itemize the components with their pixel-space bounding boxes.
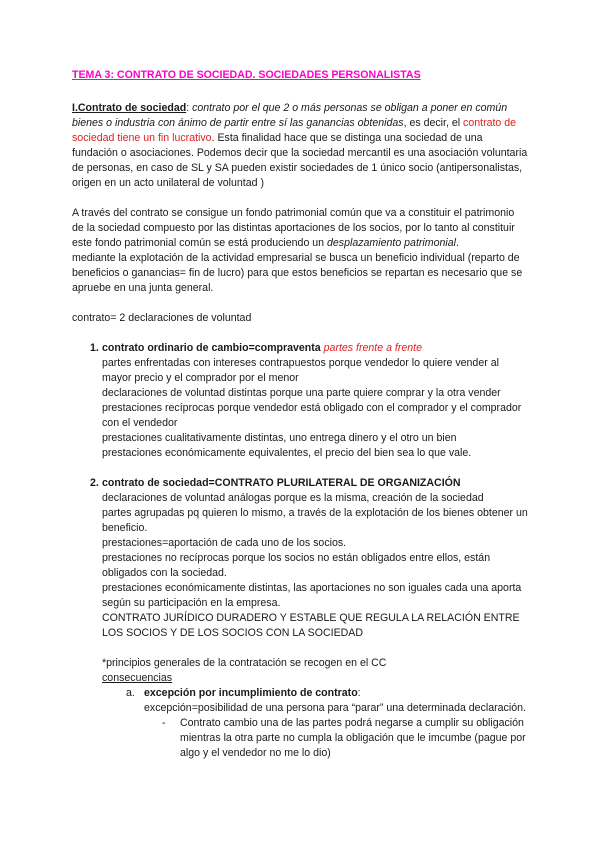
para2-end: . — [455, 237, 459, 249]
list-item-1-line: partes enfrentadas con intereses contrapuestos porque vendedor lo quiere vender al mayor precio y el comprador por el menor — [102, 357, 499, 384]
section1-heading: I.Contrato de sociedad — [72, 102, 187, 114]
principios-line: *principios generales de la contratación se recogen en el CC — [102, 657, 387, 669]
section1-definition: contrato por el que 2 o más personas se obligan a poner en común bienes o industria con ánimo de partir entre sí las ganancias obtenidas — [72, 102, 508, 129]
section1-paragraph: I.Contrato de sociedad: contrato por el que 2 o más personas se obligan a poner en común bienes o industria con ánimo de partir entre sí las ganancias obtenidas, es decir, el contrato de sociedad tiene un fin lucrativo. Esta finalidad hace que se distinga una sociedad de una fundación o asociaciones. Podemos decir que la sociedad mercantil es una asociación voluntaria de personas, en caso de SL y SA pueden existir sociedades de 1 único socio (antipersonalistas, origen en un acto unilateral de voluntad ) — [72, 102, 528, 189]
sub-item-a-letter: a. — [126, 687, 135, 699]
section1-after-def: , es decir, el — [403, 117, 464, 129]
list-item-1-line: prestaciones económicamente equivalentes, el precio del bien sea lo que vale. — [102, 447, 472, 459]
para2-text: A través del contrato se consigue un fondo patrimonial común que va a constituir el patrimonio de la sociedad compuesto por las distintas aportaciones de los socios, por lo tanto al constituir este fondo patrimonial común se está produciendo un — [72, 207, 515, 249]
contrato-line: contrato= 2 declaraciones de voluntad — [72, 312, 252, 324]
dash-item — [72, 716, 528, 761]
document-page — [72, 68, 528, 761]
sub-item-a-colon: : — [357, 687, 361, 699]
list-item-1-line: prestaciones recíprocas porque vendedor está obligado con el comprador y el comprador con el vendedor — [102, 402, 522, 429]
list-item-1-number: 1. — [90, 342, 99, 354]
list-item-2-line: prestaciones=aportación de cada uno de los socios. — [102, 537, 347, 549]
section1-red-text: contrato de sociedad tiene un fin lucrativo — [72, 117, 517, 144]
list-item-2-line: partes agrupadas pq quieren lo mismo, a través de la explotación de los bienes obtener un beneficio. — [102, 507, 528, 534]
para2-italic: desplazamiento patrimonial — [327, 237, 456, 249]
sub-item-a-text: excepción=posibilidad de una persona para “parar” una determinada declaración. — [144, 702, 526, 714]
list-item-1-red: partes frente a frente — [323, 342, 423, 354]
list-item-2 — [72, 476, 528, 641]
list-item-2-line: CONTRATO JURÍDICO DURADERO Y ESTABLE QUE REGULA LA RELACIÓN ENTRE LOS SOCIOS Y DE LOS SOCIOS CON LA SOCIEDAD — [102, 612, 520, 639]
list-item-1 — [72, 341, 528, 461]
consecuencias-heading: consecuencias — [102, 672, 173, 684]
list-item-2-number: 2. — [90, 477, 99, 489]
para2 — [72, 206, 528, 251]
list-item-1-heading: contrato ordinario de cambio=compraventa — [102, 342, 321, 354]
para2-line2: mediante la explotación de la actividad empresarial se busca un beneficio individual (reparto de beneficios o ganancias= fin de lucro) para que estos beneficios se repartan es necesario que se apruebe en una junta general. — [72, 252, 523, 294]
list-item-2-line: prestaciones económicamente distintas, las aportaciones no son iguales cada una aporta según su participación en la empresa. — [102, 582, 522, 609]
list-item-2-line: prestaciones no recíprocas porque los socios no están obligados entre ellos, están obligados con la sociedad. — [102, 552, 491, 579]
dash-mark: - — [162, 717, 166, 729]
section1-rest: . Esta finalidad hace que se distinga una sociedad de una fundación o asociaciones. Podemos decir que la sociedad mercantil es una asociación voluntaria de personas, en caso de SL y SA pueden existir sociedades de 1 único socio (antipersonalistas, origen en un acto unilateral de voluntad ) — [72, 132, 528, 189]
sub-item-a-heading: excepción por incumplimiento de contrato — [144, 687, 358, 699]
list-item-2-heading: contrato de sociedad=CONTRATO PLURILATERAL DE ORGANIZACIÓN — [102, 477, 461, 489]
list-item-1-line: declaraciones de voluntad distintas porque una parte quiere comprar y la otra vender — [102, 387, 501, 399]
page-title: TEMA 3: CONTRATO DE SOCIEDAD. SOCIEDADES PERSONALISTAS — [72, 69, 421, 81]
dash-item-text: Contrato cambio una de las partes podrá negarse a cumplir su obligación mientras la otra parte no cumpla la obligación que le imcumbe (pague por algo y el vendedor no me lo dio) — [180, 717, 526, 759]
list-item-1-line: prestaciones cualitativamente distintas, uno entrega dinero y el otro un bien — [102, 432, 457, 444]
list-item-2-line: declaraciones de voluntad análogas porque es la misma, creación de la sociedad — [102, 492, 484, 504]
sub-item-a — [72, 686, 528, 716]
